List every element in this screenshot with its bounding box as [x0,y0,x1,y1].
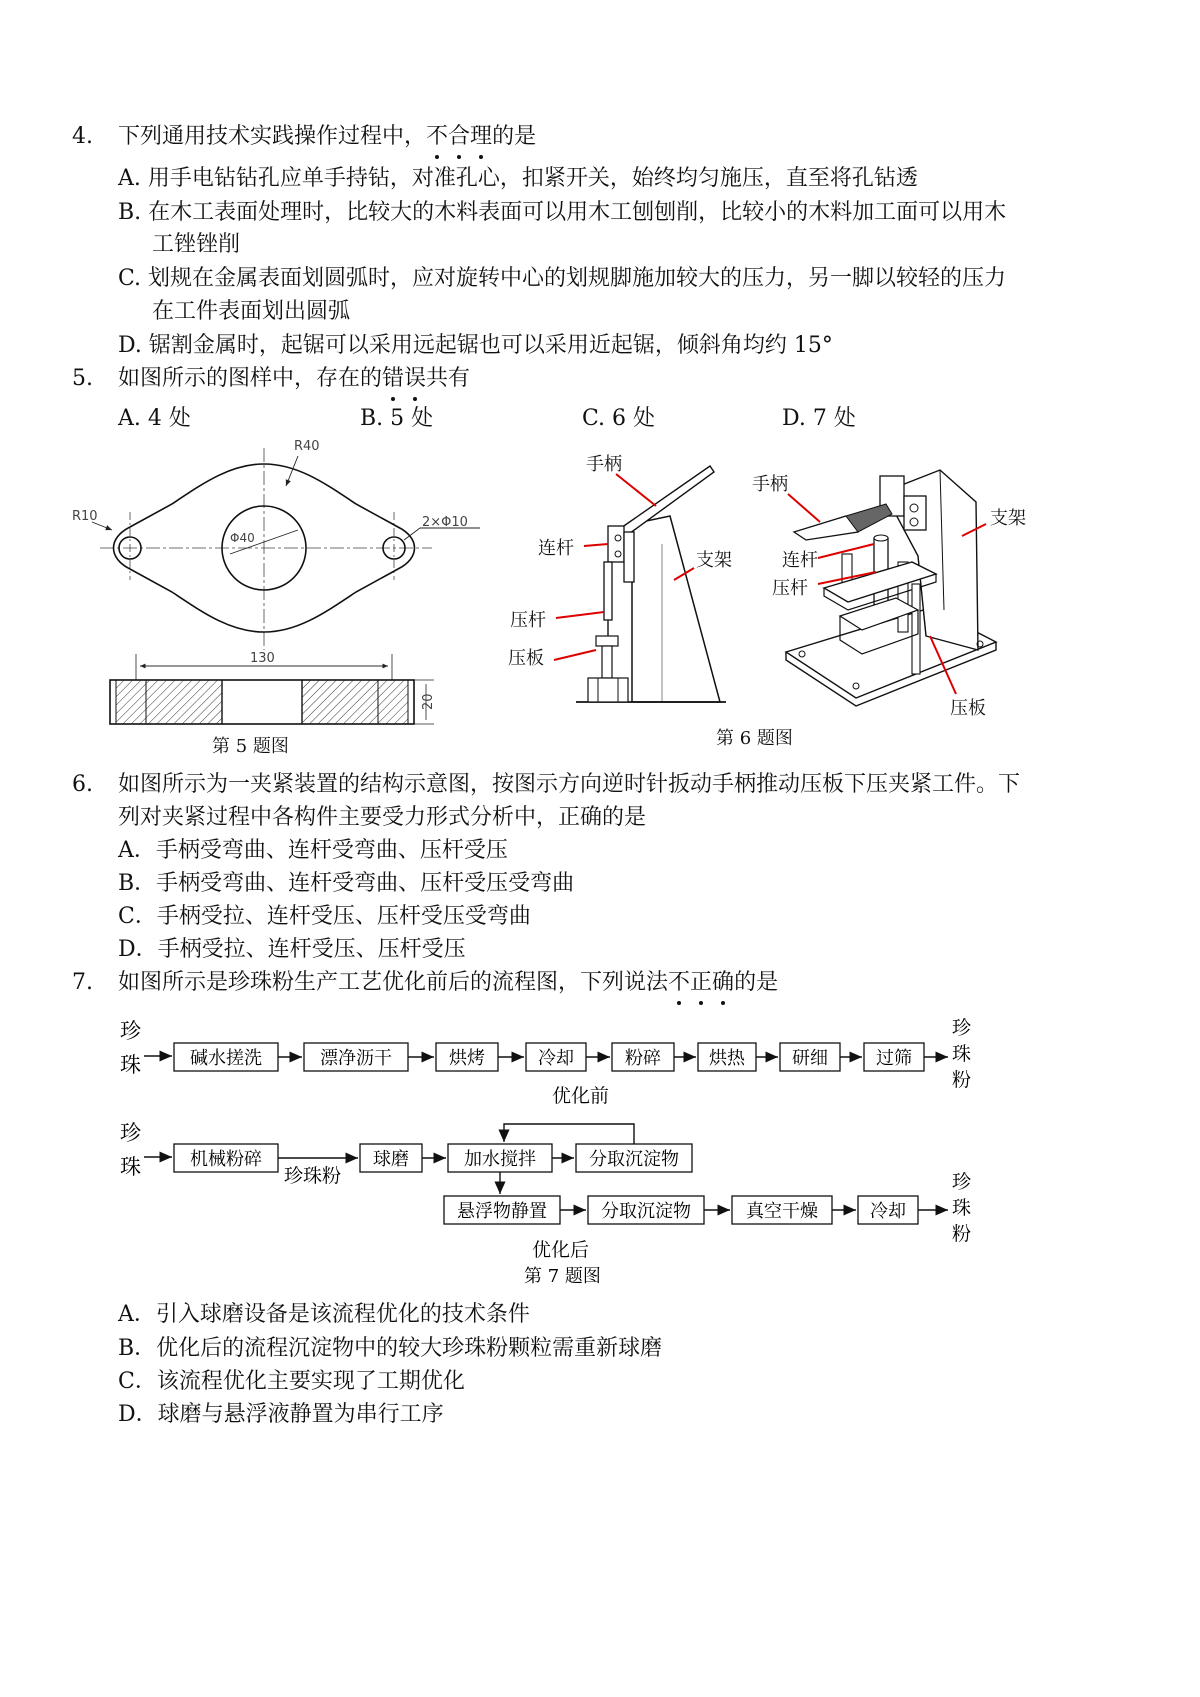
after-output-2: 珠 [952,1197,972,1219]
figure-6-drawing [500,440,1060,760]
label-bracket-left: 支架 [696,550,732,571]
q6-option-c: C．手柄受拉、连杆受压、压杆受压受弯曲 [118,904,531,929]
before-label: 优化前 [552,1085,610,1107]
q7-option-d: D．球磨与悬浮液静置为串行工序 [118,1402,444,1427]
r10-label: R10 [72,509,98,524]
phi40-label: Φ40 [230,531,255,545]
emphasis-char: 确 [712,968,734,998]
q4-option-b-cont: 工锉锉削 [152,232,241,257]
label-handle-right: 手柄 [752,474,788,495]
q7-option-c: C．该流程优化主要实现了工期优化 [118,1369,465,1394]
emphasis-char: 不 [426,122,448,152]
q4-option-d: D. 锯割金属时，起锯可以采用远起锯也可以采用近起锯，倾斜角均约 15° [118,333,833,358]
svg-text:悬浮物静置: 悬浮物静置 [457,1201,547,1222]
q4-stem: 下列通用技术实践操作过程中，不合理的是 [118,122,536,152]
emphasis-char: 不 [668,968,690,998]
figure-6-caption: 第 6 题图 [716,728,793,749]
q5-option-c: C. 6 处 [582,406,656,431]
q6-stem: 如图所示为一夹紧装置的结构示意图，按图示方向逆时针扳动手柄推动压板下压夹紧工件。下 [118,772,1021,797]
q6-number: 6. [72,772,93,797]
q5-option-a: A. 4 处 [118,406,191,431]
r40-label: R40 [294,439,320,454]
svg-text:球磨: 球磨 [373,1149,409,1170]
label-link-left: 连杆 [538,538,574,559]
figure-5-drawing [60,430,468,770]
svg-text:漂净沥干: 漂净沥干 [320,1048,392,1069]
before-output-2: 珠 [952,1043,972,1065]
svg-text:碱水搓洗: 碱水搓洗 [190,1048,262,1069]
after-output-1: 珍 [952,1171,972,1193]
svg-text:冷却: 冷却 [870,1201,906,1222]
label-handle-left: 手柄 [586,454,622,475]
q7-stem: 如图所示是珍珠粉生产工艺优化前后的流程图，下列说法不正确的是 [118,968,778,998]
after-label: 优化后 [532,1239,590,1261]
svg-text:机械粉碎: 机械粉碎 [190,1149,262,1170]
figure-7-flowchart [100,1010,1000,1290]
svg-text:分取沉淀物: 分取沉淀物 [589,1149,679,1170]
q6-stem-cont: 列对夹紧过程中各构件主要受力形式分析中，正确的是 [118,805,647,830]
q4-option-c: C. 划规在金属表面划圆弧时，应对旋转中心的划规脚施加较大的压力，另一脚以较轻的压力 [118,266,1007,291]
svg-text:烘烤: 烘烤 [449,1048,485,1069]
q5-stem: 如图所示的图样中，存在的错误共有 [118,364,470,394]
clamp-isometric-view [786,470,996,706]
after-mid-label: 珍珠粉 [284,1165,342,1187]
emphasis-char: 理 [470,122,492,152]
q7-option-b: B．优化后的流程沉淀物中的较大珍珠粉颗粒需重新球磨 [118,1336,663,1361]
emphasis-char: 误 [404,364,426,394]
svg-text:真空干燥: 真空干燥 [746,1201,818,1222]
label-rod-left: 压杆 [510,610,546,631]
after-output-3: 粉 [952,1223,972,1245]
q7-option-a: A．引入球磨设备是该流程优化的技术条件 [118,1302,530,1327]
emphasis-char: 正 [690,968,712,998]
svg-text:过筛: 过筛 [876,1048,912,1069]
svg-text:分取沉淀物: 分取沉淀物 [601,1201,691,1222]
svg-text:加水搅拌: 加水搅拌 [464,1149,536,1170]
q6-option-d: D．手柄受拉、连杆受压、压杆受压 [118,937,466,962]
q6-option-b: B．手柄受弯曲、连杆受弯曲、压杆受压受弯曲 [118,871,575,896]
dim-130-label: 130 [250,651,275,666]
svg-text:粉碎: 粉碎 [625,1048,661,1069]
emphasis-char: 合 [448,122,470,152]
q5-option-d: D. 7 处 [782,406,856,431]
figure-7-caption: 第 7 题图 [524,1266,601,1287]
q4-option-c-cont: 在工件表面划出圆弧 [152,299,351,324]
before-input-1: 珍 [120,1019,141,1043]
q5-option-b: B. 5 处 [360,406,434,431]
emphasis-char: 错 [382,364,404,394]
q4-number: 4. [72,124,93,149]
after-input-1: 珍 [120,1121,141,1145]
q7-number: 7. [72,970,93,995]
label-plate-left: 压板 [508,648,544,669]
svg-text:研细: 研细 [792,1048,828,1069]
figure-5-caption: 第 5 题图 [212,736,289,757]
after-input-2: 珠 [120,1155,141,1179]
label-bracket-right: 支架 [990,508,1026,529]
q4-option-b: B. 在木工表面处理时，比较大的木料表面可以用木工刨刨削，比较小的木料加工面可以用木 [118,200,1007,225]
svg-text:冷却: 冷却 [538,1048,574,1069]
label-plate-right: 压板 [950,698,986,719]
label-link-right: 连杆 [782,550,818,571]
q5-number: 5. [72,366,93,391]
holes-dim-label: 2×Φ10 [422,515,468,530]
before-input-2: 珠 [120,1053,141,1077]
q4-option-a: A. 用手电钻钻孔应单手持钻，对准孔心，扣紧开关，始终均匀施压，直至将孔钻透 [118,166,918,191]
label-rod-right: 压杆 [772,578,808,599]
svg-text:烘热: 烘热 [709,1048,745,1069]
dim-20-label: 20 [421,693,436,710]
q6-option-a: A．手柄受弯曲、连杆受弯曲、压杆受压 [118,838,508,863]
before-output-3: 粉 [952,1069,972,1091]
before-output-1: 珍 [952,1017,972,1039]
